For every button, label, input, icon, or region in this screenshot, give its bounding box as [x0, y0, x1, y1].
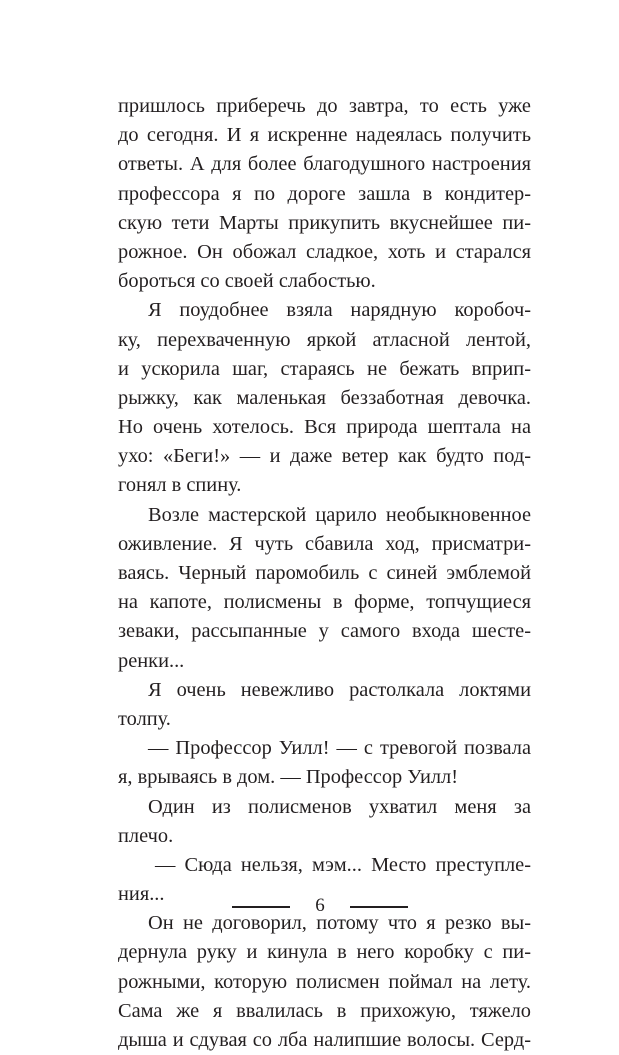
text-line: на капоте, полисмены в форме, топчущиеся	[118, 591, 531, 614]
text-line: дыша и сдувая со лба налипшие волосы. Серд-	[118, 1029, 531, 1051]
text-line: Я поудобнее взяла нарядную коробоч-	[148, 299, 531, 322]
text-line: рожными, которую полисмен поймал на лету.	[118, 970, 531, 993]
text-line: Но очень хотелось. Вся природа шептала на	[118, 416, 531, 439]
text-line: бороться со своей слабостью.	[118, 270, 376, 293]
text-line: Возле мастерской царило необыкновенное	[148, 503, 531, 526]
text-line: Сама же я ввалилась в прихожую, тяжело	[118, 999, 531, 1022]
text-line: ухо: «Беги!» — и даже ветер как будто под-	[118, 445, 531, 468]
text-line: рожное. Он обожал сладкое, хоть и старался	[118, 240, 531, 263]
footer-rule-left	[232, 906, 290, 908]
text-line: рыжку, как маленькая беззаботная девочка.	[118, 386, 531, 409]
text-line: скую тети Марты прикупить вкуснейшее пи-	[118, 211, 531, 234]
text-line: плечо.	[118, 824, 174, 847]
text-line: и ускорила шаг, стараясь не бежать вприп-	[118, 357, 531, 380]
text-line: зеваки, рассыпанные у самого входа шесте-	[118, 620, 531, 643]
text-line: пришлось приберечь до завтра, то есть уже	[118, 95, 531, 117]
text-line: я, врываясь в дом. — Профессор Уилл!	[118, 766, 458, 789]
text-line: ния...	[118, 883, 165, 906]
text-line: гонял в спину.	[118, 474, 242, 497]
text-line: оживление. Я чуть сбавила ход, присматри-	[118, 532, 531, 555]
text-line: до сегодня. И я искренне надеялась получить	[118, 124, 531, 147]
text-line: Я очень невежливо растолкала локтями	[148, 678, 531, 701]
footer-rule-right	[350, 906, 408, 908]
text-line: ренки...	[118, 649, 185, 672]
text-line: ответы. А для более благодушного настроения	[118, 153, 531, 176]
text-line: профессора я по дороге зашла в кондитер-	[118, 182, 531, 205]
page-number: 6	[315, 895, 325, 916]
text-line: ку, перехваченную яркой атласной лентой,	[118, 328, 531, 351]
text-line: Один из полисменов ухватил меня за	[148, 795, 531, 818]
page-footer	[0, 892, 619, 922]
text-line: — Сюда нельзя, мэм... Место преступле-	[155, 853, 531, 876]
text-line: Он не договорил, потому что я резко вы-	[148, 912, 531, 935]
text-line: ваясь. Черный паромобиль с синей эмблемой	[118, 562, 531, 584]
text-line: дернула руку и кинула в него коробку с пи-	[118, 941, 531, 964]
text-line: толпу.	[118, 707, 171, 730]
text-line: — Профессор Уилл! — с тревогой позвала	[148, 737, 531, 760]
